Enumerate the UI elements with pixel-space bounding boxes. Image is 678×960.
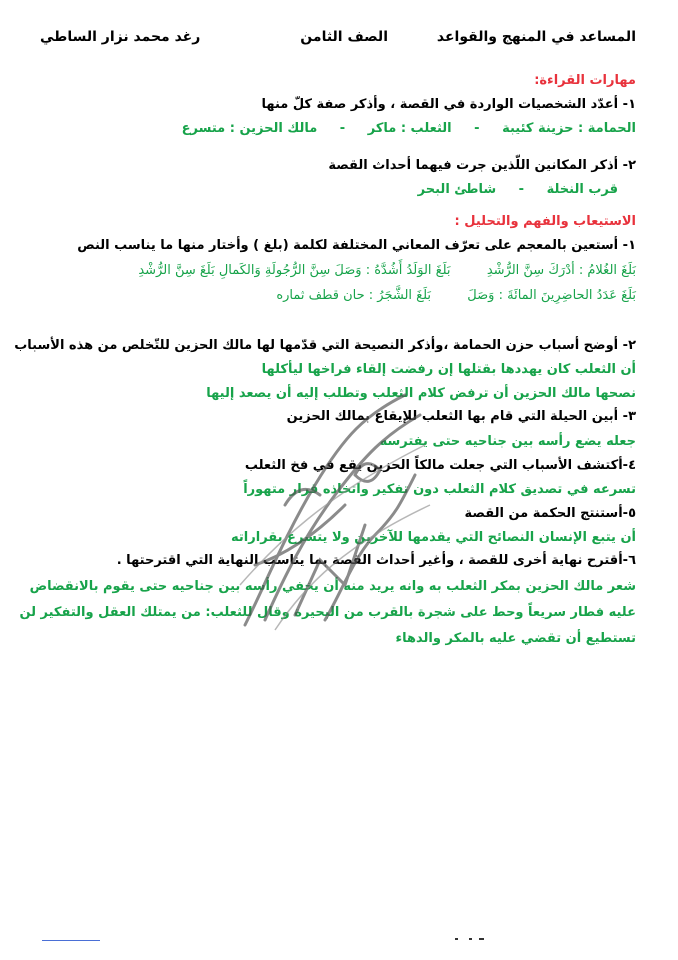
separator: - — [474, 121, 480, 136]
answer-place-2: شاطئ البحر — [417, 182, 497, 197]
footer-rule — [42, 940, 100, 941]
reading-a1 — [40, 120, 636, 138]
reading-a2 — [40, 181, 618, 199]
comprehension-a6-1: شعر مالك الحزين بمكر الثعلب به وانه يريد منه أن يخفي رأسه بين جناحيه حتى يقوم بالانقضاض — [29, 579, 636, 594]
answer-place-1: قرب النخلة — [546, 182, 618, 197]
comprehension-a5: أن يتبع الإنسان النصائح التي يقدمها للآخرين ولا يتسرع بقراراته — [231, 530, 636, 545]
answer-dove: الحمامة : حزينة كئيبة — [502, 121, 636, 136]
comprehension-heading: الاستيعاب والفهم والتحليل : — [454, 214, 636, 229]
signature-watermark — [225, 385, 435, 635]
grade-label: الصف الثامن — [300, 29, 388, 45]
comprehension-q5: ٥-أستنتج الحكمة من القصة — [464, 506, 636, 521]
author-name: رغد محمد نزار الساطي — [40, 29, 201, 45]
comprehension-a1-line2 — [40, 287, 636, 305]
reading-heading: مهارات القراءة: — [534, 73, 636, 88]
meaning-3: بَلَغَ عَدَدُ الحاضِرِينَ المائَةَ : وَصَلَ — [467, 288, 636, 303]
comprehension-q2: ٢- أوضح أسباب حزن الحمامة ،وأذكر النصيحة التي قدّمها لها مالك الحزين للتّخلص من هذه الأسباب — [14, 338, 636, 353]
comprehension-q1: ١- أستعين بالمعجم على تعرّف المعاني المختلفة لكلمة (بلغ ) وأختار منها ما يناسب النص — [77, 238, 636, 253]
comprehension-a3: جعله يضع رأسه بين جناحيه حتى يفترسه — [379, 434, 636, 449]
comprehension-q3: ٣- أبين الحيلة التي قام بها الثعلب للإيقاع بمالك الحزين — [286, 409, 636, 424]
footer-marks — [455, 938, 485, 941]
comprehension-q4: ٤-أكتشف الأسباب التي جعلت مالكاً الحزين يقع في فخ الثعلب — [244, 458, 636, 473]
answer-fox: الثعلب : ماكر — [367, 121, 452, 136]
reading-q2: ٢- أذكر المكانين اللّذين جرت فيهما أحداث القصة — [328, 158, 636, 173]
separator: - — [339, 121, 346, 136]
comprehension-a6-2: عليه فطار سريعاً وحط على شجرة بالقرب من البحيرة وقال للثعلب: من يمتلك العقل والتفكير لن — [19, 605, 636, 620]
comprehension-a4: تسرعه في تصديق كلام الثعلب دون تفكير واتخاذه قرار متهوراً — [243, 482, 636, 497]
answer-heron: مالك الحزين : متسرع — [181, 121, 318, 136]
comprehension-a2-1: أن الثعلب كان يهددها بقتلها إن رفضت إلقاء فراخها ليأكلها — [261, 362, 636, 377]
meaning-2: بَلَغَ الوَلَدُ أَشُدَّهُ : وَصَلَ سِنَّ الرُّجُولَةِ وَالكَمالِ بَلَغَ سِنَّ الرُّشْدِ — [138, 263, 451, 278]
document-title: المساعد في المنهج والقواعد — [436, 29, 636, 45]
separator: - — [518, 182, 525, 197]
comprehension-a6-3: تستطيع أن تقضي عليه بالمكر والدهاء — [395, 631, 636, 646]
comprehension-a1-line1 — [40, 262, 636, 280]
reading-q1: ١- أعدّد الشخصيات الواردة في القصة ، وأذكر صفة كلّ منها — [261, 97, 636, 112]
meaning-1: بَلَغَ الغُلامُ : أدْرَكَ سِنَّ الرُّشْدِ — [486, 263, 636, 278]
comprehension-q6: ٦-أقترح نهاية أخرى للقصة ، وأغير أحداث القصة بما يناسب النهاية التي اقترحتها . — [116, 553, 636, 568]
comprehension-a2-2: نصحها مالك الحزين أن ترفض كلام الثعلب وتطلب إليه أن يصعد إليها — [206, 386, 636, 401]
meaning-4: بَلَغَ الشَّجَرُ : حان قطف ثماره — [276, 288, 432, 303]
